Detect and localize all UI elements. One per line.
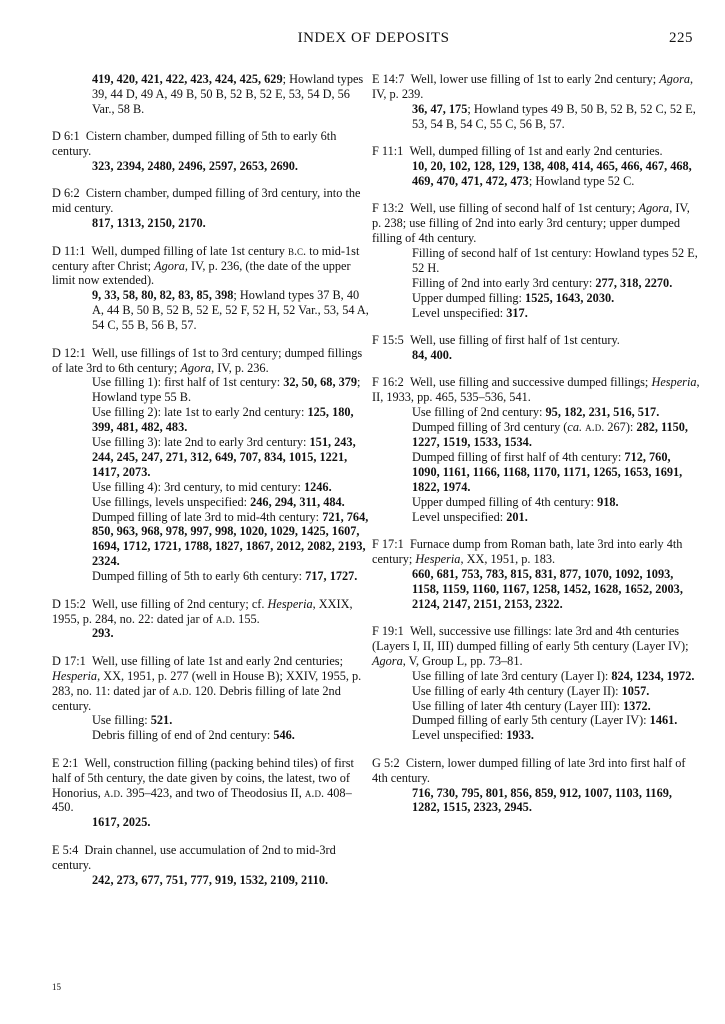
era-abbreviation: a.d. xyxy=(172,683,192,698)
filling-label: Use fillings, levels unspecified: xyxy=(92,494,251,509)
deposit-code: E 5:4 xyxy=(52,842,79,857)
entry-description: Cistern chamber, dumped filling of 5th to early 6th century. xyxy=(52,129,337,159)
filling-label: Use filling 3): late 2nd to early 3rd century: xyxy=(92,435,310,450)
entry-description-cont: , XX, 1951, p. 277 (well in House B); XXIV, 1955, p. 283, no. 11: dated jar of xyxy=(52,668,362,698)
era-abbreviation: a.d. xyxy=(103,785,124,800)
journal-reference: Agora xyxy=(638,201,670,216)
page-number: 225 xyxy=(669,30,693,46)
filling-label: Use filling 4): 3rd century, to mid century: xyxy=(92,479,304,494)
filling-label: Use filling 2): late 1st to early 2nd century: xyxy=(92,405,308,420)
entry-description-cont: , IV, p. 238; use filling of 2nd into early 3rd century; upper dumped filling of 4th century. xyxy=(372,201,690,246)
entry-description: Well, construction filling (packing behind tiles) of first half of 5th century, the date given by coins, the latest, two of Honorius, xyxy=(52,755,354,800)
deposit-code: E 2:1 xyxy=(52,755,79,770)
filling-label: Debris filling of end of 2nd century: xyxy=(92,728,274,743)
entry-text: ; Howland types 39, 44 D, 49 A, 49 B, 50 B, 52 B, 52 E, 53, 54 D, 56 Var., 58 B. xyxy=(92,72,364,116)
catalog-numbers: 1057. xyxy=(621,683,650,698)
entry-d6-2 xyxy=(52,186,372,231)
entry-f11-1 xyxy=(372,144,700,189)
filling-label: Use filling of late 3rd century (Layer I): xyxy=(412,668,612,683)
right-column xyxy=(372,72,700,828)
entry-description: Well, use filling of 2nd century; cf. xyxy=(91,596,268,611)
entry-description-cont: 155. xyxy=(235,611,260,626)
entry-description-cont: , II, 1933, pp. 465, 535–536, 541. xyxy=(372,375,700,405)
filling-label: Upper dumped filling of 4th century: xyxy=(412,494,598,509)
catalog-numbers: 1372. xyxy=(623,698,651,713)
entry-description-cont: , V, Group L, pp. 73–81. xyxy=(402,653,523,668)
catalog-numbers: 246, 294, 311, 484. xyxy=(250,494,345,509)
filling-label: Dumped filling of late 3rd to mid-4th century: xyxy=(92,509,323,524)
catalog-numbers: 36, 47, 175 xyxy=(412,101,468,116)
era-abbreviation: a.d. xyxy=(304,785,325,800)
catalog-numbers: 242, 273, 677, 751, 777, 919, 1532, 2109, 2110. xyxy=(92,872,329,887)
filling-label: Level unspecified: xyxy=(412,305,507,320)
filling-label-cont: 267): xyxy=(604,420,637,435)
entry-description-cont: , IV, p. 236. xyxy=(211,360,269,375)
deposit-code: D 12:1 xyxy=(52,345,86,360)
catalog-numbers: 1617, 2025. xyxy=(92,815,151,830)
entry-description: Furnace dump from Roman bath, late 3rd into early 4th century; xyxy=(372,536,683,566)
entry-description: Cistern chamber, dumped filling of 3rd century, into the mid century. xyxy=(52,186,361,216)
journal-reference: Hesperia xyxy=(651,375,697,390)
entry-d12-1 xyxy=(52,346,372,585)
catalog-numbers: 817, 1313, 2150, 2170. xyxy=(92,216,206,231)
deposit-code: D 17:1 xyxy=(52,653,86,668)
entry-description: Well, use filling of first half of 1st century. xyxy=(409,333,620,348)
deposit-code: D 6:1 xyxy=(52,129,80,144)
entry-description: Well, dumped filling of late 1st century xyxy=(91,243,288,258)
deposit-code: F 11:1 xyxy=(372,144,404,159)
entry-description-cont: , IV, p. 239. xyxy=(372,72,694,101)
entry-d6-1 xyxy=(52,129,372,174)
deposit-code: F 16:2 xyxy=(372,375,404,390)
entry-description-cont: , IV, p. 236, (the date of the upper limit now extended). xyxy=(52,258,351,288)
running-header xyxy=(52,30,695,52)
catalog-numbers: 1461. xyxy=(649,713,678,728)
deposit-code: D 6:2 xyxy=(52,186,80,201)
entry-description-cont: to mid-1st century after Christ; xyxy=(52,243,360,273)
entry-text: ; Howland type 55 B. xyxy=(92,375,361,405)
filling-label: Use filling of early 4th century (Layer II): xyxy=(412,683,622,698)
filling-label: Dumped filling of first half of 4th century: xyxy=(412,449,625,464)
catalog-numbers: 717, 1727. xyxy=(305,569,358,584)
filling-label: Upper dumped filling: xyxy=(412,290,526,305)
entry-description: Drain channel, use accumulation of 2nd to mid-3rd century. xyxy=(52,842,336,872)
catalog-numbers: 277, 318, 2270. xyxy=(595,275,673,290)
running-title: INDEX OF DEPOSITS xyxy=(297,30,450,46)
filling-label: Use filling of 2nd century: xyxy=(412,405,546,420)
filling-label: Use filling of later 4th century (Layer III): xyxy=(412,698,624,713)
signature-mark: 15 xyxy=(52,982,61,992)
catalog-numbers: 151, 243, 244, 245, 247, 271, 312, 649, 707, 834, 1015, 1221, 1417, 2073. xyxy=(92,435,356,479)
deposit-code: E 14:7 xyxy=(372,72,405,86)
deposit-code: F 17:1 xyxy=(372,536,404,551)
journal-reference: Agora xyxy=(154,258,185,273)
filling-label: Use filling 1): first half of 1st century: xyxy=(92,375,284,390)
deposit-code: D 11:1 xyxy=(52,243,86,258)
entry-description: Well, use filling and successive dumped fillings; xyxy=(409,375,652,390)
entry-continuation xyxy=(92,72,372,117)
catalog-numbers: 1246. xyxy=(303,479,332,494)
entry-description: Cistern, lower dumped filling of late 3rd into first half of 4th century. xyxy=(372,755,686,785)
entry-d11-1 xyxy=(52,244,372,333)
catalog-numbers: 125, 180, 399, 481, 482, 483. xyxy=(92,405,354,435)
entry-f19-1 xyxy=(372,624,700,743)
catalog-numbers: 1525, 1643, 2030. xyxy=(525,290,615,305)
entry-description: Well, successive use fillings: late 3rd and 4th centuries (Layers I, II, III) dumped filling of early 5th century (Layer IV); xyxy=(372,624,689,653)
entry-d15-2 xyxy=(52,597,372,642)
filling-label: Dumped filling of 5th to early 6th century: xyxy=(92,569,306,584)
filling-label: Level unspecified: xyxy=(412,728,507,743)
entry-description-cont: , XX, 1951, p. 183. xyxy=(460,551,556,566)
catalog-numbers: 721, 764, 850, 963, 968, 978, 997, 998, 1020, 1029, 1425, 1607, 1694, 1712, 1721, 1788, 1827, 1867, 2012, 2082, 2193, 2324. xyxy=(92,509,369,569)
catalog-numbers: 282, 1150, 1227, 1519, 1533, 1534. xyxy=(412,420,689,450)
catalog-numbers: 10, 20, 102, 128, 129, 138, 408, 414, 465, 466, 467, 468, 469, 470, 471, 472, 473 xyxy=(412,159,692,188)
era-abbreviation: a.d. xyxy=(215,611,236,626)
catalog-numbers: 293. xyxy=(92,626,114,641)
entry-description-cont: , XXIX, 1955, p. 284, no. 22: dated jar of xyxy=(52,596,353,626)
journal-reference: Hesperia xyxy=(415,551,461,566)
entry-f16-2 xyxy=(372,375,700,524)
catalog-numbers: 317. xyxy=(506,305,528,320)
entry-description-cont: 408–450. xyxy=(52,785,352,815)
era-abbreviation: a.d. xyxy=(585,420,605,435)
entry-g5-2 xyxy=(372,756,700,816)
catalog-numbers: 419, 420, 421, 422, 423, 424, 425, 629 xyxy=(92,72,283,86)
entry-text: ; Howland types 37 B, 40 A, 44 B, 50 B, 52 B, 52 E, 52 F, 52 H, 52 Var., 53, 54 A, 54 C, 55 B, 56 B, 57. xyxy=(92,288,369,333)
catalog-numbers: 521. xyxy=(150,713,173,728)
entry-text: ; Howland types 49 B, 50 B, 52 B, 52 C, 52 E, 53, 54 B, 54 C, 55 C, 56 B, 57. xyxy=(412,101,696,131)
era-abbreviation: b.c. xyxy=(287,243,307,258)
catalog-numbers: 201. xyxy=(506,509,528,524)
catalog-numbers: 712, 760, 1090, 1161, 1166, 1168, 1170, 1171, 1265, 1653, 1691, 1822, 1974. xyxy=(412,449,683,494)
filling-label: Use filling: xyxy=(92,713,151,728)
catalog-numbers: 32, 50, 68, 379 xyxy=(283,375,358,390)
entry-description: Well, use filling of late 1st and early 2nd centuries; xyxy=(91,653,344,668)
circa-abbreviation: ca. xyxy=(567,420,583,435)
deposit-code: F 15:5 xyxy=(372,333,404,348)
deposit-code: D 15:2 xyxy=(52,596,86,611)
catalog-numbers: 95, 182, 231, 516, 517. xyxy=(545,405,660,420)
catalog-numbers: 660, 681, 753, 783, 815, 831, 877, 1070, 1092, 1093, 1158, 1159, 1160, 1167, 1258, 1452, 1628, 1652, 2003, 2124, 2147, 2151, 2153, 2322. xyxy=(412,566,683,611)
catalog-numbers: 9, 33, 58, 80, 82, 83, 85, 398 xyxy=(92,288,234,303)
left-column xyxy=(52,72,372,900)
entry-f15-5 xyxy=(372,333,700,363)
filling-label: Filling of second half of 1st century: Howland types 52 E, 52 H. xyxy=(412,246,698,275)
entry-description-cont: 395–423, and two of Theodosius II, xyxy=(123,785,305,800)
filling-label: Dumped filling of 3rd century ( xyxy=(412,420,568,435)
catalog-numbers: 546. xyxy=(273,728,295,743)
entry-e14-7 xyxy=(372,72,700,132)
entry-text: ; Howland type 52 C. xyxy=(528,173,635,188)
entry-description: Well, use filling of second half of 1st century; xyxy=(409,201,639,216)
journal-reference: Agora xyxy=(372,653,403,668)
entry-f17-1 xyxy=(372,537,700,612)
journal-reference: Hesperia xyxy=(52,668,98,683)
entry-description: Well, lower use filling of 1st to early 2nd century; xyxy=(410,72,660,86)
catalog-numbers: 323, 2394, 2480, 2496, 2597, 2653, 2690. xyxy=(92,159,298,174)
filling-label: Filling of 2nd into early 3rd century: xyxy=(412,275,596,290)
deposit-code: F 13:2 xyxy=(372,201,404,216)
deposit-code: G 5:2 xyxy=(372,755,400,770)
catalog-numbers: 824, 1234, 1972. xyxy=(611,668,695,683)
catalog-numbers: 716, 730, 795, 801, 856, 859, 912, 1007, 1103, 1169, 1282, 1515, 2323, 2945. xyxy=(412,785,672,815)
catalog-numbers: 1933. xyxy=(506,728,534,743)
journal-reference: Hesperia xyxy=(267,596,313,611)
journal-reference: Agora xyxy=(659,72,691,86)
filling-label: Level unspecified: xyxy=(412,509,507,524)
filling-label: Dumped filling of early 5th century (Layer IV): xyxy=(412,713,650,728)
entry-e5-4 xyxy=(52,843,372,888)
entry-f13-2 xyxy=(372,201,700,320)
entry-description: Well, use fillings of 1st to 3rd century; dumped fillings of late 3rd to 6th century; xyxy=(52,345,363,375)
deposit-code: F 19:1 xyxy=(372,624,404,638)
entry-description-cont: 120. Debris filling of late 2nd century. xyxy=(52,683,341,713)
journal-reference: Agora xyxy=(180,360,212,375)
entry-d17-1 xyxy=(52,654,372,743)
entry-description: Well, dumped filling of 1st and early 2nd centuries. xyxy=(409,144,663,159)
catalog-numbers: 84, 400. xyxy=(412,348,452,362)
entry-e2-1 xyxy=(52,756,372,831)
catalog-numbers: 918. xyxy=(597,494,619,509)
